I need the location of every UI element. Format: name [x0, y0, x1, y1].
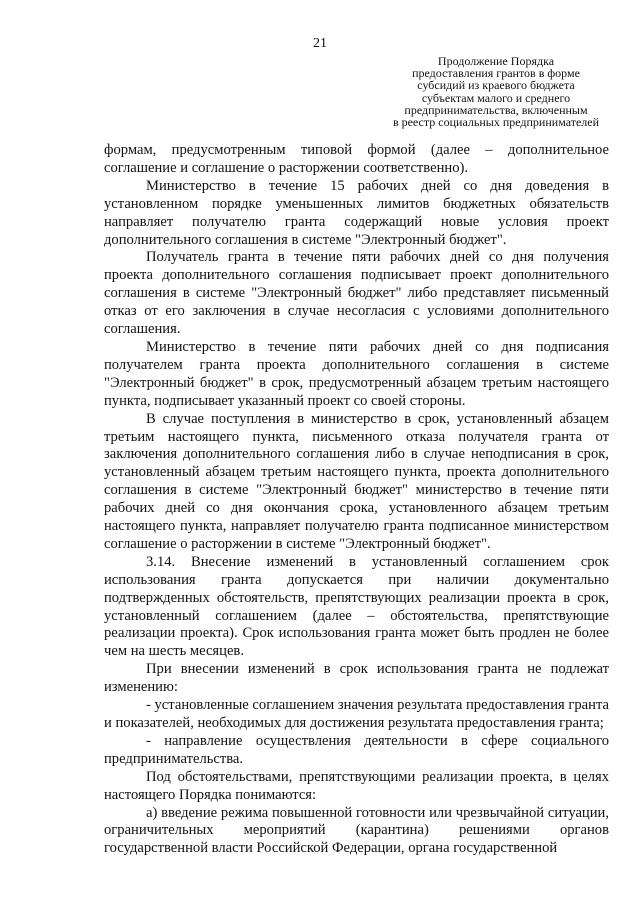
paragraph: Под обстоятельствами, препятствующими реализации проекта, в целях настоящего Порядка понимаются: — [104, 768, 609, 803]
paragraph-continuation: формам, предусмотренным типовой формой (далее – дополнительное соглашение и соглашение о расторжении соответственно). — [104, 142, 609, 176]
page-number: 21 — [313, 36, 327, 51]
document-header — [385, 55, 607, 128]
document-body — [104, 142, 609, 858]
list-item: - установленные соглашением значения результата предоставления гранта и показателей, необходимых для достижения результата предоставления гранта; — [104, 697, 609, 731]
list-item: а) введение режима повышенной готовности или чрезвычайной ситуации, ограничительных мероприятий (карантина) решениями органов государственной власти Российской Федерации, органа государственной — [104, 804, 609, 857]
header-line: предоставления грантов в форме — [412, 66, 580, 81]
paragraph: Министерство в течение 15 рабочих дней со дня доведения в установленном порядке уменьшенных лимитов бюджетных обязательств направляет получателю гранта содержащий новые условия проект дополнительного соглашения в системе "Электронный бюджет". — [104, 177, 609, 248]
header-line: предпринимательства, включенным — [404, 102, 588, 117]
paragraph: В случае поступления в министерство в срок, установленный абзацем третьим настоящего пункта, письменного отказа получателя гранта от заключения дополнительного соглашения либо в случае неподписания в срок, установленный абзацем третьим настоящего пункта, проекта дополнительного соглашения в системе "Электронный бюджет" министерство в течение пяти рабочих дней со дня окончания срока, установленного абзацем третьим настоящего пункта, направляет получателю гранта подписанное министерством соглашение о расторжении в системе "Электронный бюджет". — [104, 410, 609, 552]
paragraph: Получатель гранта в течение пяти рабочих дней со дня получения проекта дополнительного соглашения подписывает проект дополнительного соглашения в системе "Электронный бюджет" либо представляет письменный отказ от его заключения в случае несогласия с условиями дополнительного соглашения. — [104, 249, 609, 338]
header-line: в реестр социальных предпринимателей — [392, 115, 600, 130]
header-line: субсидий из краевого бюджета — [417, 78, 575, 93]
paragraph: При внесении изменений в срок использования гранта не подлежат изменению: — [104, 661, 609, 696]
list-item: - направление осуществления деятельности в сфере социального предпринимательства. — [104, 732, 609, 767]
header-line: субъектам малого и среднего — [421, 90, 571, 105]
header-line: Продолжение Порядка — [437, 54, 555, 68]
paragraph: Министерство в течение пяти рабочих дней со дня подписания получателем гранта проекта дополнительного соглашения в системе "Электронный бюджет" в срок, предусмотренный абзацем третьим настоящего пункта, подписывает указанный проект со своей стороны. — [104, 338, 609, 409]
paragraph-section-3-14: 3.14. Внесение изменений в установленный соглашением срок использования гранта допускается при наличии документально подтвержденных обстоятельств, препятствующих реализации проекта в срок, установленный соглашением (далее – обстоятельства, препятствующие реализации проекта). Срок использования гранта может быть продлен не более чем на шесть месяцев. — [104, 553, 609, 660]
